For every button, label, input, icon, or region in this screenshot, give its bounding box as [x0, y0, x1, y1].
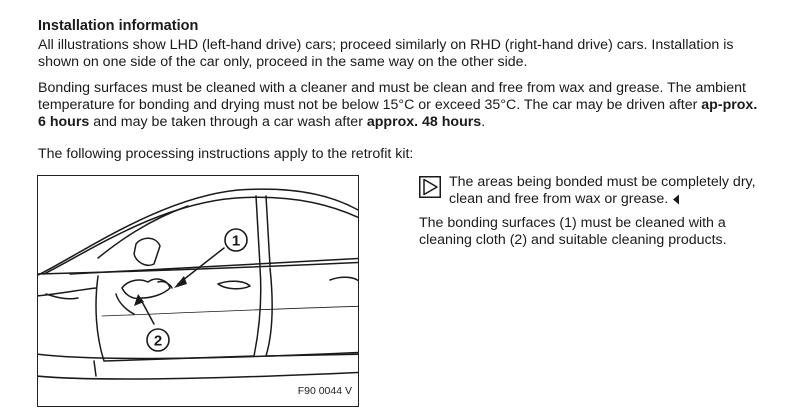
bonding-text-d: .	[481, 114, 486, 130]
car-door-drawing	[38, 176, 359, 407]
window-frame-outer	[44, 197, 359, 274]
paragraph-illustrations: All illustrations show LHD (left-hand drive) cars; proceed similarly on RHD (right-hand drive) cars. Installation is shown on one side of the car only, proceed in the same way on the other side.	[38, 37, 734, 70]
paragraph-cleaning: The bonding surfaces (1) must be cleaned with a cleaning cloth (2) and suitable cleaning products.	[419, 215, 727, 248]
note-text: The areas being bonded must be completely dry, clean and free from wax or grease.	[449, 174, 756, 207]
section-heading: Installation information	[38, 18, 199, 34]
paragraph-processing-intro: The following processing instructions apply to the retrofit kit:	[38, 146, 414, 162]
note-text-block	[449, 174, 759, 208]
rear-door	[266, 268, 359, 356]
paragraph-bonding-conditions	[38, 80, 758, 131]
warning-triangle-icon	[419, 176, 441, 198]
figure-id: F90 0044 V	[297, 385, 352, 397]
car-door-illustration	[37, 175, 359, 407]
car-wash-time: approx. 48 hours	[366, 114, 482, 130]
callout-2-label: 2	[153, 332, 163, 350]
bonding-text-c: and may be taken through a car wash after	[89, 114, 367, 130]
mirror	[134, 238, 160, 265]
callout-1-label: 1	[231, 232, 241, 250]
drive-time: ap-prox. 6 hours	[38, 97, 758, 130]
bonding-text-a: Bonding surfaces must be cleaned with a cleaner and must be clean and free from wax and grease. The ambient temperature for bonding and drying must not be below 15°C or exceed 35°C. The car may be driven after	[38, 80, 746, 113]
end-of-note-icon	[672, 194, 680, 205]
